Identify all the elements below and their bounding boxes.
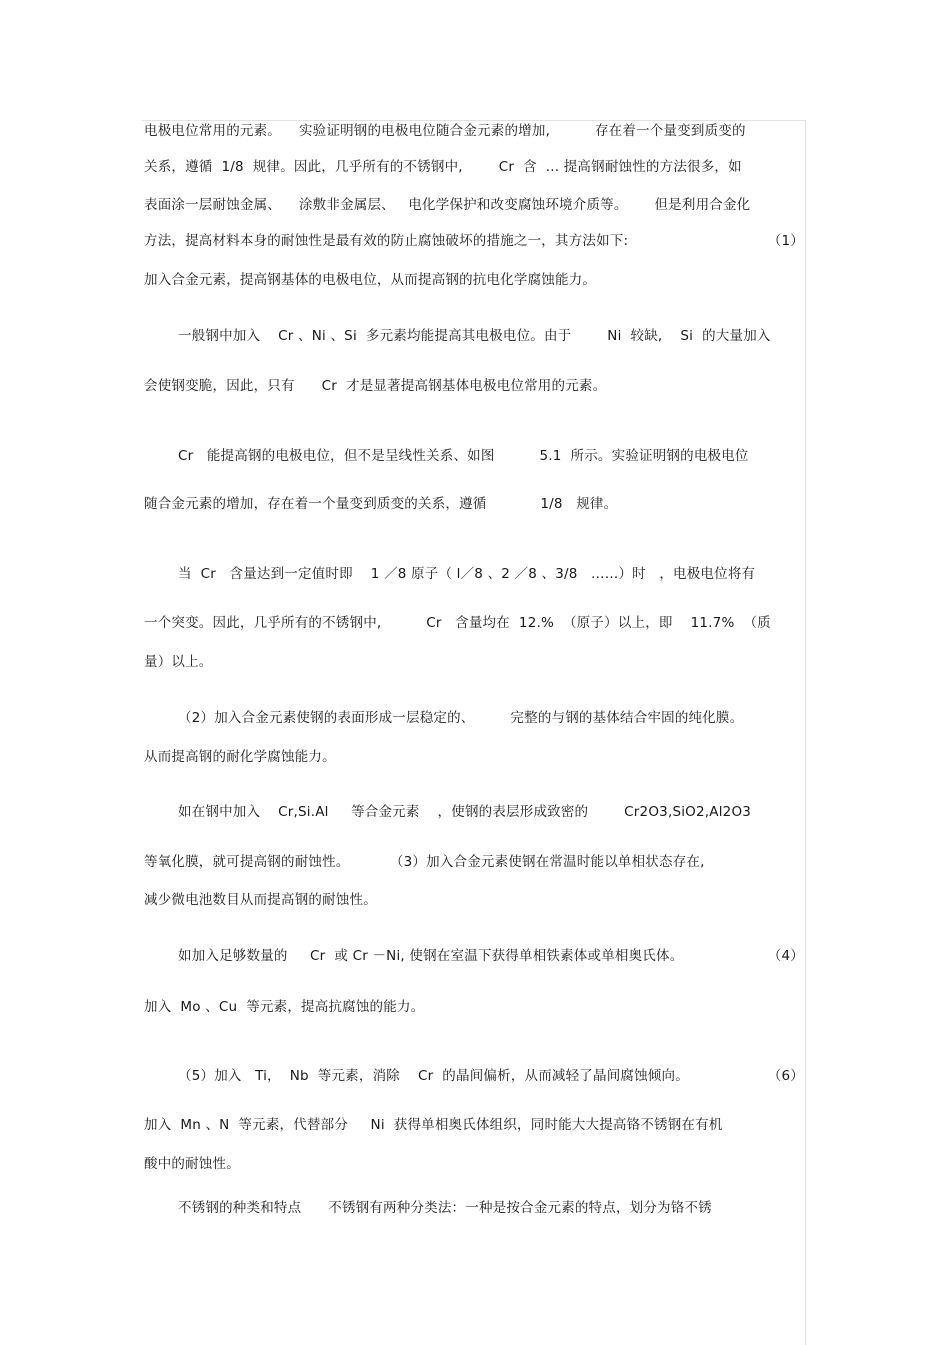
list-marker: （1） (767, 233, 804, 249)
text-line: 随合金元素的增加，存在着一个量变到质变的关系，遵循 1/8 规律。 (144, 496, 618, 512)
text-line-main: 如加入足够数量的 Cr 或 Cr －Ni, 使钢在室温下获得单相铁素体或单相奥氏体。 (178, 948, 684, 964)
paragraph-start (178, 947, 804, 965)
text-line: 减少微电池数目从而提高钢的耐蚀性。 (144, 892, 377, 908)
paragraph-start: 不锈钢的种类和特点 不锈钢有两种分类法：一种是按合金元素的特点，划分为铬不锈 (178, 1200, 712, 1216)
paragraph-start: 一般钢中加入 Cr 、Ni 、Si 多元素均能提高其电极电位。由于 Ni 较缺, Si 的大量加入 (178, 328, 771, 344)
text-line: 加入 Mo 、Cu 等元素，提高抗腐蚀的能力。 (144, 999, 425, 1015)
text-line: 关系，遵循 1/8 规律。因此，几乎所有的不锈钢中, Cr 含 ... 提高钢耐蚀性的方法很多，如 (144, 159, 742, 175)
text-line: 从而提高钢的耐化学腐蚀能力。 (144, 749, 336, 765)
text-line: 会使钢变脆，因此，只有 Cr 才是显著提高钢基体电极电位常用的元素。 (144, 378, 607, 394)
list-marker: （4） (767, 948, 804, 964)
text-line: 加入 Mn 、N 等元素，代替部分 Ni 获得单相奥氏体组织，同时能大大提高铬不锈钢在有机 (144, 1117, 723, 1133)
text-line: 表面涂一层耐蚀金属、 涂敷非金属层、 电化学保护和改变腐蚀环境介质等。 但是利用合金化 (144, 197, 751, 213)
paragraph-start: Cr 能提高钢的电极电位，但不是呈线性关系、如图 5.1 所示。实验证明钢的电极电位 (178, 448, 749, 464)
text-line: 酸中的耐蚀性。 (144, 1156, 240, 1172)
text-line-main: （5）加入 Ti， Nb 等元素，消除 Cr 的晶间偏析，从而减轻了晶间腐蚀倾向。 (178, 1068, 689, 1084)
list-marker: （6） (767, 1068, 804, 1084)
paragraph-start: 当 Cr 含量达到一定值时即 1 ／8 原子（ l／8 、2 ／8 、3/8 ……）时 ，电极电位将有 (178, 566, 756, 582)
text-line: 加入合金元素，提高钢基体的电极电位，从而提高钢的抗电化学腐蚀能力。 (144, 272, 597, 288)
text-line (144, 232, 804, 250)
text-line: 电极电位常用的元素。 实验证明钢的电极电位随合金元素的增加, 存在着一个量变到质变的 (144, 123, 746, 139)
text-line: 一个突变。因此，几乎所有的不锈钢中, Cr 含量均在 12.% （原子）以上，即 11.7% （质 (144, 615, 771, 631)
text-line: 等氧化膜，就可提高钢的耐蚀性。 （3）加入合金元素使钢在常温时能以单相状态存在, (144, 854, 705, 870)
paragraph-start (178, 1067, 804, 1085)
paragraph-start: 如在钢中加入 Cr,Si.Al 等合金元素 ，使钢的表层形成致密的 Cr2O3,SiO2,Al2O3 (178, 804, 752, 820)
paragraph-start: （2）加入合金元素使钢的表面形成一层稳定的、 完整的与钢的基体结合牢固的纯化膜。 (178, 710, 744, 726)
text-line: 量）以上。 (144, 654, 213, 670)
text-line-main: 方法，提高材料本身的耐蚀性是最有效的防止腐蚀破坏的措施之一，其方法如下: (144, 233, 629, 249)
